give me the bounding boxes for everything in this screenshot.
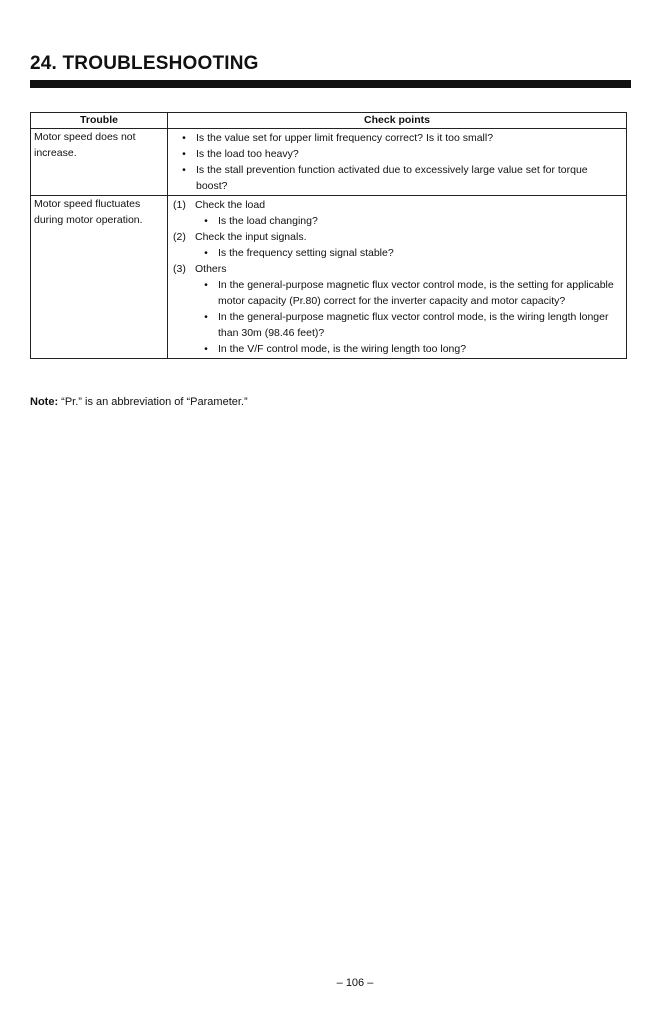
check-text: In the general-purpose magnetic flux vector control mode, is the wiring length longer than 30m (98.46 feet)? bbox=[218, 311, 609, 339]
check-text: Is the frequency setting signal stable? bbox=[218, 247, 394, 259]
number-marker: (3) bbox=[173, 263, 186, 275]
table-row bbox=[31, 129, 627, 196]
check-text: Others bbox=[195, 263, 227, 275]
check-subitem bbox=[172, 341, 620, 357]
check-text: Is the value set for upper limit frequency correct? Is it too small? bbox=[196, 132, 494, 144]
check-text: In the general-purpose magnetic flux vector control mode, is the setting for applicable motor capacity (Pr.80) correct for the inverter capacity and motor capacity? bbox=[218, 279, 614, 307]
check-item bbox=[172, 130, 620, 146]
trouble-cell: Motor speed fluctuates during motor operation. bbox=[31, 196, 168, 359]
page-title: 24. TROUBLESHOOTING bbox=[30, 53, 259, 74]
table-row bbox=[31, 196, 627, 359]
check-text: Is the load too heavy? bbox=[196, 148, 299, 160]
bullet-marker: • bbox=[182, 148, 186, 160]
check-points-cell bbox=[168, 196, 627, 359]
title-rule bbox=[30, 80, 631, 88]
check-text: In the V/F control mode, is the wiring length too long? bbox=[218, 343, 467, 355]
check-text: Check the input signals. bbox=[195, 231, 307, 243]
bullet-marker: • bbox=[204, 279, 208, 291]
header-check-points: Check points bbox=[168, 113, 627, 129]
page-number: – 106 – bbox=[336, 977, 374, 989]
troubleshooting-table bbox=[30, 112, 627, 359]
note-text: “Pr.” is an abbreviation of “Parameter.” bbox=[61, 396, 248, 408]
check-points-cell bbox=[168, 129, 627, 196]
check-subitem bbox=[172, 213, 620, 229]
table-header-row bbox=[31, 113, 627, 129]
check-item bbox=[172, 146, 620, 162]
check-text: Is the stall prevention function activated due to excessively large value set for torque boost? bbox=[196, 164, 588, 192]
check-subitem bbox=[172, 309, 620, 341]
bullet-marker: • bbox=[182, 164, 186, 176]
check-subitem bbox=[172, 277, 620, 309]
check-subitem bbox=[172, 245, 620, 261]
note-label: Note: bbox=[30, 396, 59, 408]
check-text: Is the load changing? bbox=[218, 215, 318, 227]
numbered-item bbox=[172, 197, 620, 213]
header-trouble: Trouble bbox=[31, 113, 168, 129]
check-text: Check the load bbox=[195, 199, 266, 211]
bullet-marker: • bbox=[182, 132, 186, 144]
number-marker: (2) bbox=[173, 231, 186, 243]
trouble-cell: Motor speed does not increase. bbox=[31, 129, 168, 196]
number-marker: (1) bbox=[173, 199, 186, 211]
bullet-marker: • bbox=[204, 247, 208, 259]
bullet-marker: • bbox=[204, 343, 208, 355]
numbered-item bbox=[172, 261, 620, 277]
bullet-marker: • bbox=[204, 215, 208, 227]
numbered-item bbox=[172, 229, 620, 245]
bullet-marker: • bbox=[204, 311, 208, 323]
check-item bbox=[172, 162, 620, 194]
footnote bbox=[30, 396, 248, 408]
